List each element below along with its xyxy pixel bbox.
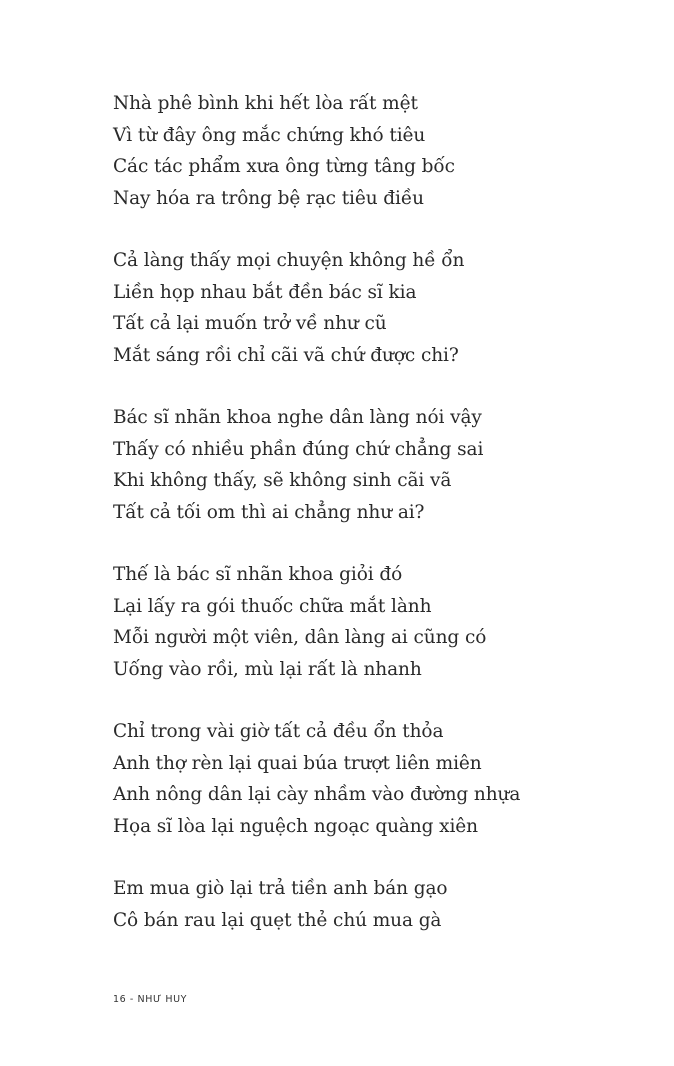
poem-line: Chỉ trong vài giờ tất cả đều ổn thỏa [113,721,444,742]
stanza-2 [113,245,633,371]
poem-line: Lại lấy ra gói thuốc chữa mắt lành [113,595,432,617]
poem-line: Mỗi người một viên, dân làng ai cũng có [113,627,487,648]
stanza-6 [113,873,633,936]
poem-line: Anh nông dân lại cày nhầm vào đường nhựa [113,784,521,805]
poem-line: Các tác phẩm xưa ông từng tâng bốc [113,156,455,177]
poem-line: Nhà phê bình khi hết lòa rất mệt [113,93,418,114]
poem-line: Uống vào rồi, mù lại rất là nhanh [113,658,422,680]
stanza-4 [113,559,633,685]
poem-line: Thế là bác sĩ nhãn khoa giỏi đó [113,564,403,585]
poem-line: Họa sĩ lòa lại nguệch ngoạc quàng xiên [113,815,478,837]
poem-line: Tất cả lại muốn trở về như cũ [113,313,387,334]
stanza-1 [113,88,633,214]
page-footer: 16 - NHƯ HUY [113,994,188,1005]
poem-line: Mắt sáng rồi chỉ cãi vã chứ được chi? [113,344,459,366]
poem-line: Em mua giò lại trả tiền anh bán gạo [113,878,448,899]
stanza-3 [113,402,633,528]
poem-line: Nay hóa ra trông bệ rạc tiêu điều [113,187,424,209]
poem-line: Tất cả tối om thì ai chẳng như ai? [113,501,425,523]
poem-line: Liền họp nhau bắt đền bác sĩ kia [113,281,417,303]
poem-line: Anh thợ rèn lại quai búa trượt liên miên [113,752,482,774]
poem-line: Khi không thấy, sẽ không sinh cãi vã [113,470,452,491]
poem-body [113,88,633,967]
poem-line: Cả làng thấy mọi chuyện không hề ổn [113,250,465,271]
poem-line: Vì từ đây ông mắc chứng khó tiêu [113,124,426,146]
poem-line: Thấy có nhiều phần đúng chứ chẳng sai [113,438,484,460]
poem-line: Bác sĩ nhãn khoa nghe dân làng nói vậy [113,407,482,428]
poem-line: Cô bán rau lại quẹt thẻ chú mua gà [113,909,442,931]
stanza-5 [113,716,633,842]
